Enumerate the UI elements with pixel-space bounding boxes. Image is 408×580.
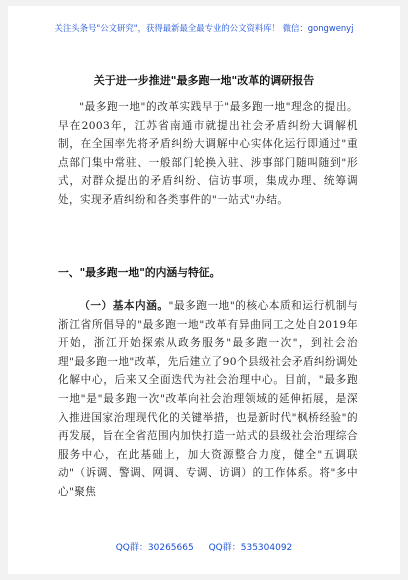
footer-contacts bbox=[8, 540, 400, 553]
subsection-label-1: （一）基本内涵。 bbox=[79, 300, 169, 312]
subsection-text-1: "最多跑一地"的核心本质和运行机制与浙江省所倡导的"最多跑一地"改革有异曲同工之处自2019年开始，浙江开始探索从政务服务"最多跑一次"，到社会治理"最多跑一地"改革，先后建立了90个县级社会矛盾纠纷调处化解中心，后来又全面迭代为社会治理中心。目前，"最多跑一地"是"最多跑一次"改革向社会治理领域的延伸拓展，是深入推进国家治理现代化的关键举措，也是新时代"枫桥经验"的再发展，旨在全省范围内加快打造一站式的县级社会治理综合服务中心，在此基础上，加大资源整合力度，健全"五调联动"（诉调、警调、网调、专调、访调）的工作体系。将"多中心"聚焦 bbox=[58, 300, 358, 498]
subsection-paragraph-1 bbox=[58, 297, 358, 502]
top-banner: 关注头条号"公文研究"，获得最新最全最专业的公文资料库！ 微信：gongwenyj bbox=[54, 23, 354, 33]
footer-qq-2: QQ群：535304092 bbox=[208, 543, 293, 553]
intro-paragraph: "最多跑一地"的改革实践早于"最多跑一地"理念的提出。早在2003年，江苏省南通市就提出社会矛盾纠纷大调解机制，在全国率先将矛盾纠纷大调解中心实体化运行即通过"重点部门集中常驻、一般部门轮换入驻、涉事部门随叫随到"形式，对群众提出的矛盾纠纷、信访事项，集成办理、统筹调处，实现矛盾纠纷和各类事件的"一站式"办结。 bbox=[58, 101, 358, 206]
document-title: 关于进一步推进"最多跑一地"改革的调研报告 bbox=[93, 74, 315, 87]
document-page bbox=[8, 6, 400, 574]
section-heading-1: 一、"最多跑一地"的内涵与特征。 bbox=[58, 266, 221, 279]
footer-qq-1: QQ群：30265665 bbox=[115, 543, 194, 553]
